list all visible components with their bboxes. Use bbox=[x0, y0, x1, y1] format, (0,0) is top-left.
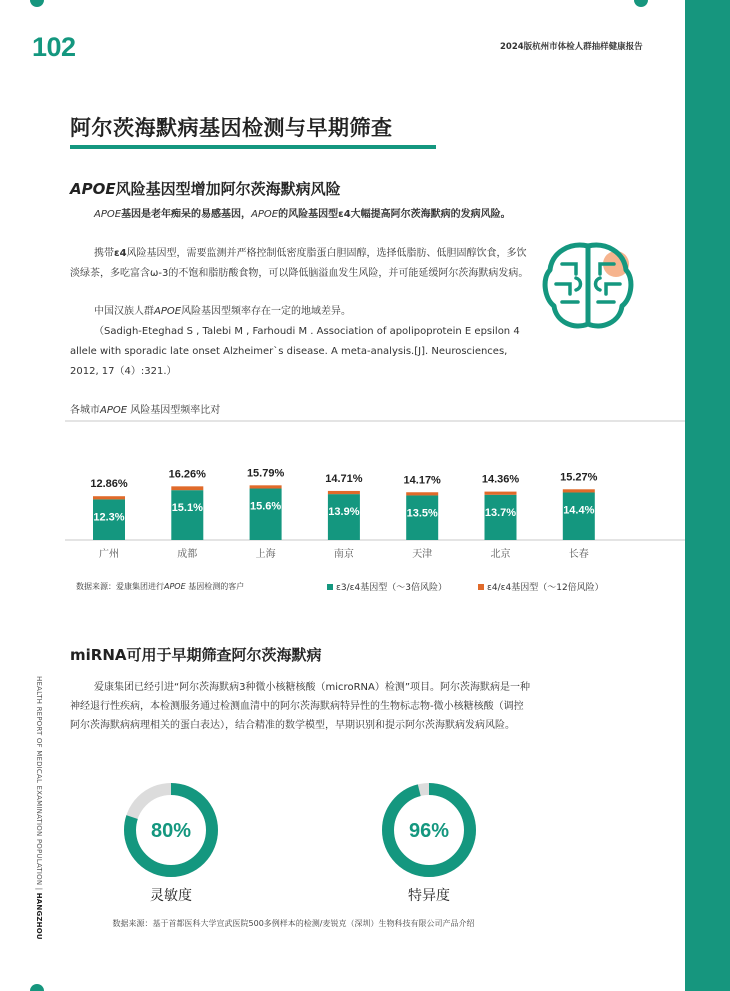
title-italic-part: APOE bbox=[70, 180, 116, 198]
text-run: 风险基因型，需要监测并严格控制低密度脂蛋白胆固醇，选择低脂肪、低胆固醇饮食，多饮淡绿茶，多吃富含ω-3的不饱和脂肪酸食物，可以降低脑溢血发生风险，并可能延缓阿尔茨海默病发病。 bbox=[70, 248, 529, 279]
legend-item-e4e4 bbox=[478, 580, 604, 593]
report-title: 2024版杭州市体检人群抽样健康报告 bbox=[500, 42, 643, 52]
category-label: 上海 bbox=[255, 549, 276, 560]
bar-e4e4 bbox=[485, 492, 517, 495]
bar-value-label: 13.5% bbox=[406, 507, 438, 520]
bar-total-label: 16.26% bbox=[168, 468, 206, 481]
bar-e4e4 bbox=[250, 485, 282, 488]
legend-label: ε4/ε4基因型（～12倍风险） bbox=[487, 583, 604, 593]
donut-value: 96% bbox=[408, 820, 450, 842]
section-title-mirna: miRNA可用于早期筛查阿尔茨海默病 bbox=[70, 646, 322, 664]
text-run: 基因是老年痴呆的易感基因， bbox=[121, 209, 252, 220]
apoe-term: APOE bbox=[94, 209, 122, 220]
category-label: 广州 bbox=[99, 549, 119, 560]
side-text-run: HEALTH REPORT OF MEDICAL EXAMINATION POPULATION | bbox=[35, 676, 43, 893]
bar-e3e4 bbox=[171, 490, 203, 540]
legend-label: ε3/ε4基因型（～3倍风险） bbox=[336, 583, 447, 593]
bar-value-label: 14.4% bbox=[563, 504, 595, 517]
bar-value-label: 13.9% bbox=[328, 506, 360, 519]
bar-value-label: 15.6% bbox=[249, 500, 282, 513]
bar-total-label: 14.71% bbox=[325, 472, 363, 485]
chart-source-note bbox=[76, 581, 244, 592]
brain-icon bbox=[540, 238, 636, 338]
apoe-term: APOE bbox=[251, 209, 279, 220]
caption-run: 各城市 bbox=[70, 405, 100, 416]
bar-value-label: 15.1% bbox=[171, 502, 203, 515]
legend-item-e3e4 bbox=[327, 580, 447, 593]
paragraph-e4-advice bbox=[70, 244, 530, 284]
bar-total-label: 14.17% bbox=[403, 474, 441, 487]
source-run: 数据来源：爱康集团进行 bbox=[76, 582, 164, 591]
paragraph-mirna: 爱康集团已经引进“阿尔茨海默病3种微小核糖核酸（microRNA）检测”项目。阿尔茨海默病是一种神经退行性疾病，本检测服务通过检测血清中的阿尔茨海默病特异性的生物标志物-微小核糖核酸（调控阿尔茨海默病病理相关的蛋白表达），结合精准的数学模型，早期识别和提示阿尔茨海默病发病风险。 bbox=[70, 682, 531, 731]
bottom-left-dot bbox=[30, 984, 44, 991]
legend-swatch-teal bbox=[327, 584, 333, 590]
category-label: 北京 bbox=[490, 549, 511, 560]
apoe-term: APOE bbox=[100, 405, 128, 416]
side-text-city: HANGZHOU bbox=[35, 892, 43, 940]
apoe-term: APOE bbox=[154, 306, 182, 317]
category-label: 天津 bbox=[412, 549, 433, 560]
bar-value-label: 12.3% bbox=[93, 511, 125, 524]
page-number: 102 bbox=[32, 32, 76, 62]
page-title: 阿尔茨海默病基因检测与早期筛查 bbox=[70, 116, 393, 140]
bar-e4e4 bbox=[171, 486, 203, 490]
text-run: 中国汉族人群 bbox=[94, 306, 154, 317]
title-rest-part: 风险基因型增加阿尔茨海默病风险 bbox=[115, 180, 341, 198]
vertical-side-text bbox=[33, 676, 43, 940]
category-label: 成都 bbox=[177, 549, 198, 560]
bar-total-label: 15.27% bbox=[560, 471, 598, 484]
source-run: 基因检测的客户 bbox=[185, 582, 245, 591]
paragraph-citation: （Sadigh-Eteghad S , Talebi M , Farhoudi M . Association of apolipoprotein E epsilon 4 allele with sporadic late onset Alzheimer`s disease. A meta-analysis.[J]. Neurosciences, 2012, 17（4）:321.） bbox=[70, 326, 520, 377]
bar-value-label: 13.7% bbox=[484, 506, 517, 519]
category-label: 南京 bbox=[333, 549, 354, 560]
chart-caption bbox=[70, 401, 220, 416]
caption-run: 风险基因型频率比对 bbox=[127, 405, 221, 416]
text-run: 风险基因型频率存在一定的地域差异。 bbox=[181, 306, 352, 317]
bar-e4e4 bbox=[406, 492, 438, 495]
bar-total-label: 15.79% bbox=[246, 467, 285, 480]
text-run: 携带 bbox=[94, 248, 114, 259]
bottom-source-note: 数据来源：基于首都医科大学宣武医院500多例样本的检测/麦锐克（深圳）生物科技有限公司产品介绍 bbox=[112, 919, 475, 928]
e4-term: ε4 bbox=[338, 209, 351, 220]
specificity-donut bbox=[381, 782, 477, 878]
bar-total-label: 14.36% bbox=[481, 473, 520, 486]
top-right-dot bbox=[634, 0, 648, 7]
section-title-apoe bbox=[70, 178, 341, 199]
paragraph-apoe-intro bbox=[70, 205, 530, 225]
sensitivity-label: 灵敏度 bbox=[150, 888, 192, 904]
category-label: 长春 bbox=[568, 549, 589, 560]
legend-swatch-orange bbox=[478, 584, 484, 590]
text-run: 的风险基因型 bbox=[278, 209, 339, 220]
bar-e4e4 bbox=[93, 496, 125, 499]
specificity-label: 特异度 bbox=[408, 888, 450, 904]
bar-total-label: 12.86% bbox=[90, 478, 128, 491]
e4-term: ε4 bbox=[114, 248, 127, 259]
donut-value: 80% bbox=[150, 820, 192, 842]
sensitivity-donut bbox=[123, 782, 219, 878]
bar-e4e4 bbox=[563, 489, 595, 492]
bar-e3e4 bbox=[250, 489, 282, 540]
apoe-term: APOE bbox=[164, 582, 186, 591]
title-underline bbox=[70, 145, 436, 149]
bar-e4e4 bbox=[328, 491, 360, 494]
top-left-dot bbox=[30, 0, 44, 7]
right-edge-bar bbox=[685, 0, 730, 991]
paragraph-regional bbox=[70, 302, 530, 322]
text-run: 大幅提高阿尔茨海默病的发病风险。 bbox=[350, 209, 511, 220]
apoe-bar-chart bbox=[65, 420, 685, 570]
